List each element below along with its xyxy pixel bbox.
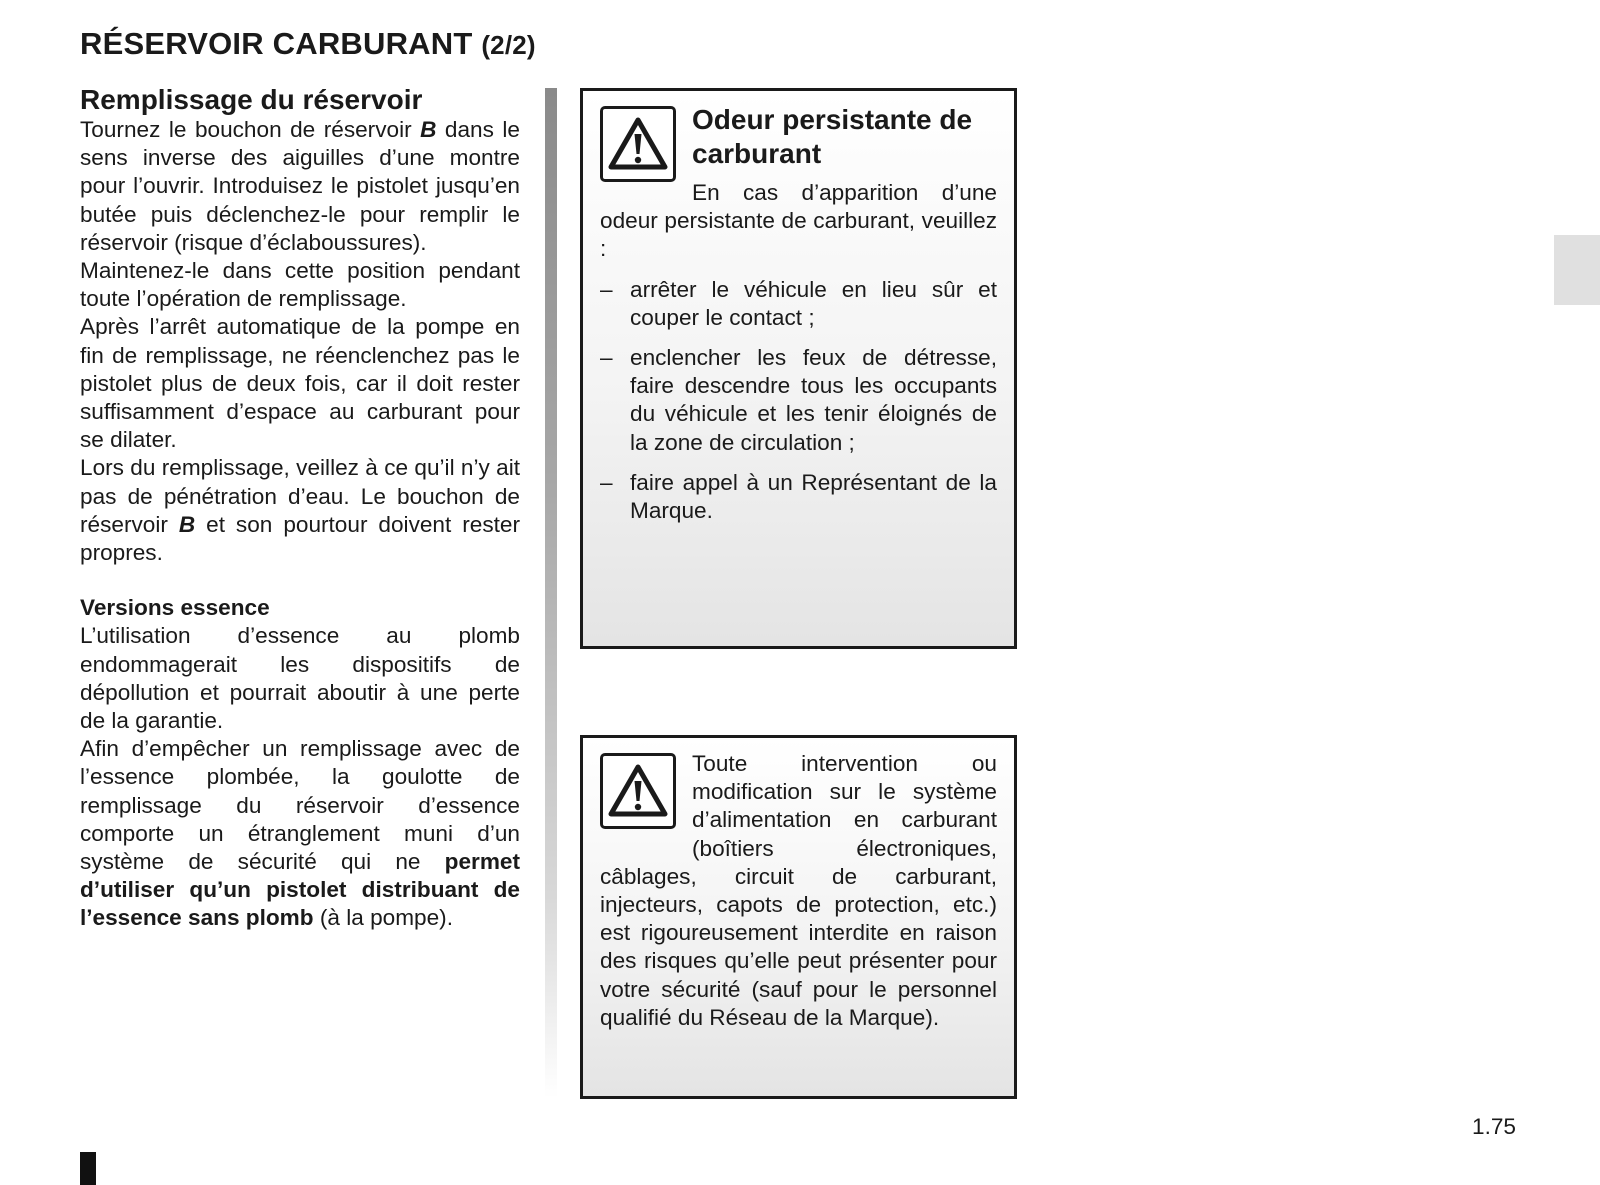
subsection-heading: Versions essence	[80, 595, 270, 621]
paragraph-open-cap	[80, 116, 520, 257]
page-title-suffix: (2/2)	[481, 30, 536, 60]
section-heading: Remplissage du réservoir	[80, 84, 423, 115]
label-b: B	[178, 511, 196, 537]
paragraph-water	[80, 454, 520, 567]
list-item: – arrêter le véhicule en lieu sûr et couper le contact ;	[600, 276, 997, 332]
warning-text: Toute intervention ou modification sur le système d’alimentation en carburant (boîtiers électroniques, câblages, circuit de carburant, injecteurs, capots de protection, etc.) est rigoureusement interdite en raison des risques qu’elle peut présenter pour votre sécurité (sauf pour le personnel qualifié du Réseau de la Marque).	[600, 751, 997, 1030]
text-segment: Tournez le bouchon de réservoir	[80, 117, 421, 142]
page-title	[80, 26, 536, 62]
text-segment: Afin d’empêcher un remplissage avec de l’essence plombée, la goulotte de remplissage du réservoir d’essence comporte un étranglement muni d’un système de sécurité qui ne	[80, 736, 520, 875]
warning-box-fuel-odour	[580, 88, 1017, 649]
warning-list	[600, 276, 997, 526]
warning-box-fuel-system	[580, 735, 1017, 1099]
paragraph-leaded-fuel: L’utilisation d’essence au plomb endommagerait les dispositifs de dépollution et pourrait aboutir à une perte de la garantie.	[80, 623, 520, 734]
text-segment: Lors du remplissage, veillez à ce qu’il n’y ait pas de pénétration d’eau. Le bouchon de réservoir	[80, 455, 520, 537]
crop-mark	[80, 1152, 96, 1185]
label-b: B	[420, 117, 437, 142]
paragraph-auto-stop: Après l’arrêt automatique de la pompe en fin de remplissage, ne réenclenchez pas le pistolet plus de deux fois, car il doit rester suffisamment d’espace au carburant pour se dilater.	[80, 314, 520, 453]
chapter-tab	[1554, 235, 1600, 305]
column-divider	[545, 88, 557, 1098]
warning-intro: En cas d’apparition d’une odeur persistante de carburant, veuillez :	[600, 180, 997, 262]
text-segment: (à la pompe).	[313, 905, 453, 931]
list-item: – enclencher les feux de détresse, faire descendre tous les occupants du véhicule et les tenir éloignés de la zone de circulation ;	[600, 344, 997, 457]
warning-triangle-icon	[600, 753, 676, 829]
warning-title: Odeur persistante de carburant	[692, 104, 973, 169]
page-number: 1.75	[1472, 1114, 1516, 1139]
list-item: – faire appel à un Représentant de la Marque.	[600, 469, 997, 525]
warning-triangle-icon	[600, 106, 676, 182]
bold-segment: permet d’utiliser qu’un pistolet distribuant de l’essence sans plomb	[80, 849, 520, 931]
text-segment: et son pourtour doivent rester propres.	[80, 511, 520, 566]
paragraph-hold-position: Maintenez-le dans cette position pendant toute l’opération de remplissage.	[80, 258, 520, 312]
text-segment: dans le sens inverse des aiguilles d’une montre pour l’ouvrir. Introduisez le pistolet jusqu’en butée puis déclenchez-le pour remplir le réservoir (risque d’éclaboussures).	[80, 117, 520, 255]
left-column	[80, 84, 520, 933]
paragraph-filler-neck	[80, 735, 520, 932]
spacer	[80, 567, 520, 594]
page-title-text: RÉSERVOIR CARBURANT	[80, 26, 473, 61]
